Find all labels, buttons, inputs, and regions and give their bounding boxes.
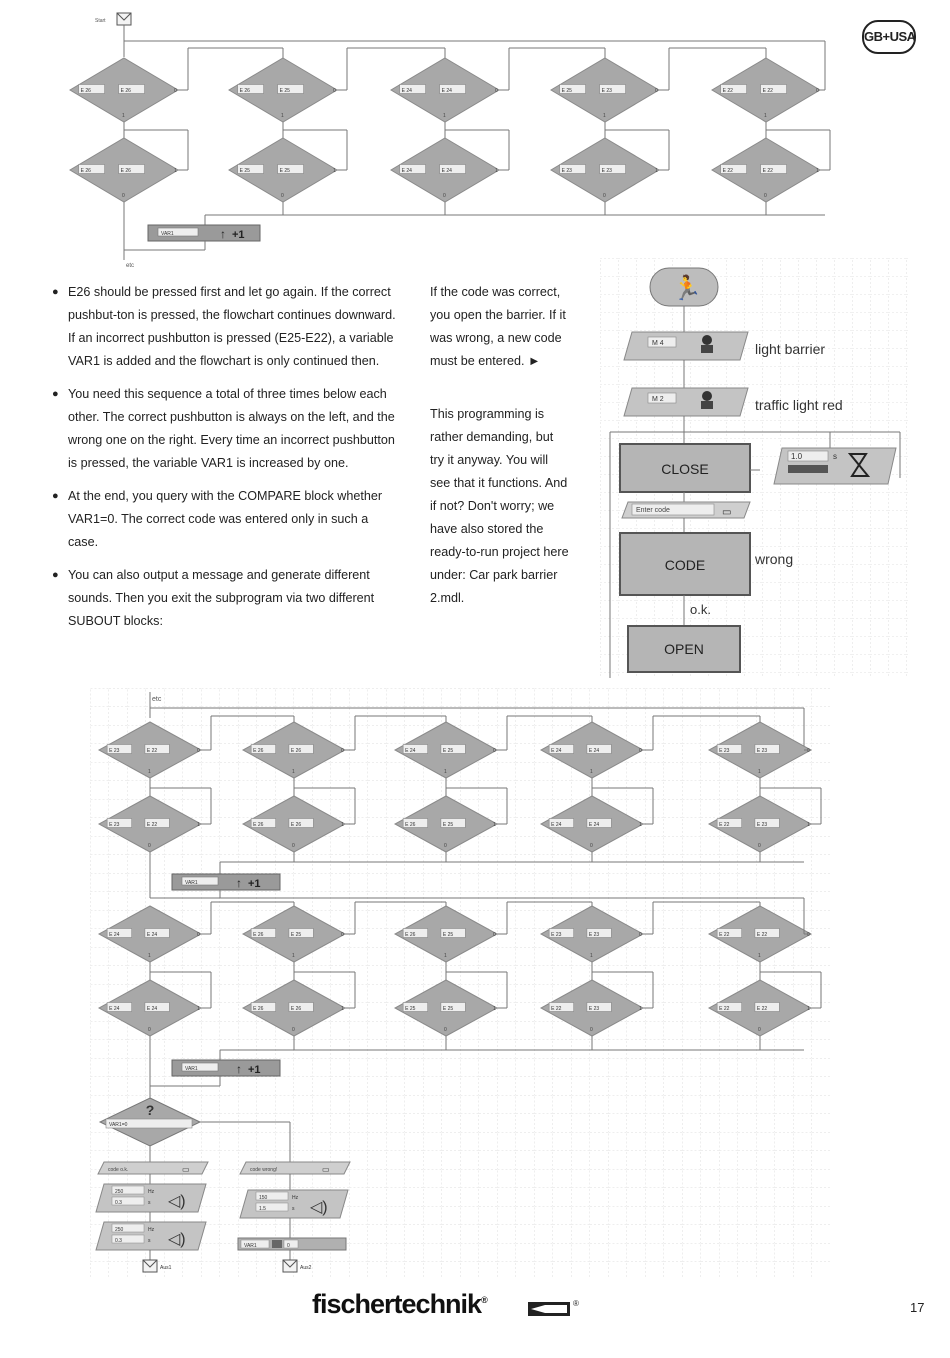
input-label: E 26 <box>120 168 131 174</box>
input-label: E 26 <box>253 748 264 754</box>
svg-text:0: 0 <box>816 88 819 94</box>
svg-text:1: 1 <box>758 953 761 959</box>
svg-text:Aus2: Aus2 <box>300 1265 312 1271</box>
svg-text:1.0: 1.0 <box>791 452 803 461</box>
light-barrier-label: light barrier <box>755 341 826 357</box>
input-label: E 24 <box>551 822 562 828</box>
svg-text:®: ® <box>573 1299 579 1308</box>
svg-text:s: s <box>148 1200 151 1206</box>
message-icon: ▭ <box>182 1165 190 1174</box>
svg-text:0: 0 <box>197 932 200 938</box>
increment-label: +1 <box>232 229 245 241</box>
increment-icon: ↑ <box>220 227 226 241</box>
svg-text:1: 1 <box>197 1006 200 1012</box>
svg-text:0: 0 <box>590 843 593 849</box>
input-label: E 25 <box>442 822 454 828</box>
input-label: E 23 <box>756 748 768 754</box>
input-label: E 24 <box>588 748 600 754</box>
svg-text:1: 1 <box>444 953 447 959</box>
input-label: E 22 <box>719 932 730 938</box>
code-label: CODE <box>664 557 706 573</box>
open-label: OPEN <box>664 641 704 657</box>
region-badge: GB+USA <box>862 20 916 54</box>
input-label: E 22 <box>146 748 158 754</box>
barrier-flowchart <box>600 258 910 678</box>
etc-label: etc <box>126 263 135 269</box>
message-icon: ▭ <box>322 1165 330 1174</box>
svg-text:1.5: 1.5 <box>259 1206 266 1212</box>
svg-text:0.3: 0.3 <box>115 1200 122 1206</box>
input-label: E 22 <box>719 1006 730 1012</box>
speaker-icon: ◁) <box>168 1193 186 1210</box>
svg-text:1: 1 <box>493 822 496 828</box>
input-label: E 23 <box>109 822 120 828</box>
svg-text:VAR1: VAR1 <box>244 1243 257 1249</box>
top-r1-c0-switch-block <box>70 138 178 202</box>
wrong-label: wrong <box>755 551 794 567</box>
motor-m2-block <box>624 388 748 416</box>
svg-text:1: 1 <box>122 113 125 119</box>
svg-text:1: 1 <box>292 953 295 959</box>
input-label: E 26 <box>405 932 416 938</box>
middle-column <box>430 281 570 610</box>
input-label: E 26 <box>80 88 91 94</box>
input-label: E 25 <box>442 1006 454 1012</box>
svg-text:0: 0 <box>443 193 446 199</box>
input-label: E 22 <box>762 88 773 94</box>
svg-text:1: 1 <box>758 769 761 775</box>
svg-text:1: 1 <box>333 168 336 174</box>
speaker-icon: ◁) <box>310 1199 328 1216</box>
middle-para-1: If the code was correct, you open the barrier. If it was wrong, a new code must be entered. ► <box>430 285 566 368</box>
svg-text:Aus1: Aus1 <box>160 1265 172 1271</box>
svg-text:0: 0 <box>333 88 336 94</box>
svg-text:1: 1 <box>174 168 177 174</box>
svg-text:1: 1 <box>495 168 498 174</box>
input-label: E 23 <box>601 168 612 174</box>
svg-text:1: 1 <box>764 113 767 119</box>
input-label: E 22 <box>146 822 158 828</box>
message-icon: ▭ <box>722 507 732 518</box>
brand-emblem-icon <box>527 1296 581 1320</box>
bullet-2: ● You need this sequence a total of three times below each other. The correct pushbutton is always on the left, and the wrong one on the right. Every time an incorrect pushbutton is pressed, the variable VAR1 is increased by one. <box>52 383 400 475</box>
svg-text:0: 0 <box>639 748 642 754</box>
svg-text:s: s <box>833 452 837 461</box>
bottom-flowchart <box>90 688 830 1278</box>
svg-text:0: 0 <box>764 193 767 199</box>
svg-text:0: 0 <box>807 748 810 754</box>
svg-text:0: 0 <box>655 88 658 94</box>
input-label: E 23 <box>109 748 120 754</box>
svg-text:250: 250 <box>115 1227 124 1233</box>
svg-text:1: 1 <box>603 113 606 119</box>
input-label: E 26 <box>290 748 302 754</box>
input-label: E 22 <box>756 932 768 938</box>
top-flowchart <box>60 5 850 275</box>
input-label: E 22 <box>762 168 773 174</box>
svg-text:0: 0 <box>148 1027 151 1033</box>
runner-icon: 🏃 <box>672 275 702 302</box>
traffic-light-label: traffic light red <box>755 397 843 413</box>
svg-text:1: 1 <box>807 822 810 828</box>
input-label: E 22 <box>722 168 733 174</box>
input-label: E 24 <box>109 932 120 938</box>
svg-text:?: ? <box>145 1102 155 1118</box>
svg-text:Hz: Hz <box>292 1195 299 1201</box>
start-icon <box>117 13 131 25</box>
input-label: E 24 <box>109 1006 120 1012</box>
brand-name: fischertechnik <box>312 1289 482 1319</box>
svg-text:M 2: M 2 <box>652 396 664 403</box>
input-label: E 24 <box>401 88 412 94</box>
input-label: E 26 <box>405 822 416 828</box>
input-label: E 24 <box>146 1006 158 1012</box>
bullet-1: ● E26 should be pressed first and let go again. If the correct pushbut-ton is pressed, the flowchart continues downward. If an incorrect pushbutton is pressed (E25-E22), a variable VAR1 is added and the flowchart is only continued then. <box>52 281 400 373</box>
middle-para-2: This programming is rather demanding, but try it anyway. You will see that it functions. And if not? Don't worry; we have also stored the ready-to-run project here under: Car park barrier 2.mdl. <box>430 407 569 605</box>
page-number: 17 <box>910 1300 925 1315</box>
svg-text:0: 0 <box>444 843 447 849</box>
input-label: E 22 <box>756 1006 768 1012</box>
svg-text:1: 1 <box>444 769 447 775</box>
input-label: E 25 <box>442 932 454 938</box>
svg-text:s: s <box>292 1206 295 1212</box>
motor-m4-block <box>624 332 748 360</box>
input-label: E 23 <box>561 168 572 174</box>
svg-text:Hz: Hz <box>148 1189 155 1195</box>
svg-text:+1: +1 <box>248 1064 261 1076</box>
input-label: E 25 <box>290 932 302 938</box>
svg-text:1: 1 <box>341 1006 344 1012</box>
input-label: E 22 <box>722 88 733 94</box>
svg-text:1: 1 <box>639 1006 642 1012</box>
svg-text:Enter code: Enter code <box>636 507 670 514</box>
svg-text:0: 0 <box>758 1027 761 1033</box>
input-label: E 23 <box>588 1006 600 1012</box>
svg-text:0: 0 <box>493 748 496 754</box>
svg-text:0: 0 <box>603 193 606 199</box>
input-label: E 26 <box>80 168 91 174</box>
svg-text:0: 0 <box>590 1027 593 1033</box>
svg-text:VAR1: VAR1 <box>185 1066 198 1072</box>
top-r0-c4-switch-block <box>712 58 820 122</box>
input-label: E 23 <box>756 822 768 828</box>
svg-text:1: 1 <box>292 769 295 775</box>
instructions-column <box>52 281 400 633</box>
svg-text:s: s <box>148 1238 151 1244</box>
svg-text:0: 0 <box>292 1027 295 1033</box>
start-label: Start <box>95 18 106 24</box>
svg-text:0: 0 <box>639 932 642 938</box>
svg-text:0: 0 <box>807 932 810 938</box>
input-label: E 23 <box>719 748 730 754</box>
input-label: E 24 <box>441 88 452 94</box>
input-label: E 26 <box>253 932 264 938</box>
svg-text:0: 0 <box>758 843 761 849</box>
input-label: E 26 <box>120 88 131 94</box>
bullet-4: ● You can also output a message and generate different sounds. Then you exit the subprogram via two different SUBOUT blocks: <box>52 564 400 633</box>
top-r0-c0-switch-block <box>70 58 178 122</box>
svg-text:code wrong!: code wrong! <box>250 1167 278 1173</box>
input-label: E 25 <box>279 88 290 94</box>
input-label: E 26 <box>253 1006 264 1012</box>
increment-icon: ↑ <box>236 1062 242 1076</box>
input-label: E 22 <box>551 1006 562 1012</box>
top-r1-c1-switch-block <box>229 138 337 202</box>
input-label: E 25 <box>561 88 572 94</box>
input-label: E 25 <box>279 168 290 174</box>
svg-text:0: 0 <box>292 843 295 849</box>
svg-text:0: 0 <box>281 193 284 199</box>
svg-text:150: 150 <box>259 1195 268 1201</box>
svg-text:1: 1 <box>443 113 446 119</box>
brand-logo: fischertechnik® <box>312 1289 487 1319</box>
close-label: CLOSE <box>661 461 709 477</box>
svg-text:1: 1 <box>807 1006 810 1012</box>
lamp-icon <box>702 391 712 401</box>
increment-icon: ↑ <box>236 876 242 890</box>
speaker-icon: ◁) <box>168 1231 186 1248</box>
svg-text:0: 0 <box>493 932 496 938</box>
input-label: E 25 <box>239 168 250 174</box>
svg-text:1: 1 <box>341 822 344 828</box>
svg-text:1: 1 <box>493 1006 496 1012</box>
input-label: E 24 <box>405 748 416 754</box>
svg-text:0: 0 <box>444 1027 447 1033</box>
svg-text:Hz: Hz <box>148 1227 155 1233</box>
svg-text:M 4: M 4 <box>652 340 664 347</box>
svg-text:1: 1 <box>590 953 593 959</box>
svg-text:1: 1 <box>148 769 151 775</box>
input-label: E 24 <box>588 822 600 828</box>
svg-text:1: 1 <box>197 822 200 828</box>
etc-label: etc <box>152 696 162 703</box>
top-r0-c2-switch-block <box>391 58 499 122</box>
svg-text:0: 0 <box>148 843 151 849</box>
svg-text:1: 1 <box>655 168 658 174</box>
input-label: E 23 <box>601 88 612 94</box>
input-label: E 25 <box>442 748 454 754</box>
svg-text:250: 250 <box>115 1189 124 1195</box>
svg-text:VAR1=0: VAR1=0 <box>109 1122 128 1128</box>
svg-text:+1: +1 <box>248 878 261 890</box>
bullet-3: ● At the end, you query with the COMPARE block whether VAR1=0. The correct code was entered only in such a case. <box>52 485 400 554</box>
svg-text:1: 1 <box>148 953 151 959</box>
top-r0-c1-switch-block <box>229 58 337 122</box>
input-label: E 24 <box>146 932 158 938</box>
svg-text:0: 0 <box>122 193 125 199</box>
input-label: E 26 <box>239 88 250 94</box>
svg-text:1: 1 <box>281 113 284 119</box>
input-label: E 22 <box>719 822 730 828</box>
input-label: E 23 <box>588 932 600 938</box>
lamp-icon <box>702 335 712 345</box>
top-r1-c3-switch-block <box>551 138 659 202</box>
svg-text:0.3: 0.3 <box>115 1238 122 1244</box>
svg-text:0: 0 <box>287 1243 290 1249</box>
svg-text:0: 0 <box>495 88 498 94</box>
top-r1-c2-switch-block <box>391 138 499 202</box>
input-label: E 26 <box>253 822 264 828</box>
top-r0-c3-switch-block <box>551 58 659 122</box>
svg-text:0: 0 <box>174 88 177 94</box>
ok-label: o.k. <box>690 602 711 617</box>
input-label: E 26 <box>290 1006 302 1012</box>
input-label: E 26 <box>290 822 302 828</box>
input-label: E 24 <box>551 748 562 754</box>
top-r1-c4-switch-block <box>712 138 820 202</box>
input-label: E 25 <box>405 1006 416 1012</box>
svg-text:0: 0 <box>197 748 200 754</box>
input-label: E 24 <box>401 168 412 174</box>
svg-text:0: 0 <box>341 748 344 754</box>
var1-label: VAR1 <box>161 231 174 237</box>
svg-text:VAR1: VAR1 <box>185 880 198 886</box>
input-label: E 24 <box>441 168 452 174</box>
svg-text:code o.k.: code o.k. <box>108 1167 129 1173</box>
svg-text:0: 0 <box>341 932 344 938</box>
svg-text:1: 1 <box>590 769 593 775</box>
svg-text:1: 1 <box>816 168 819 174</box>
svg-text:1: 1 <box>639 822 642 828</box>
input-label: E 23 <box>551 932 562 938</box>
